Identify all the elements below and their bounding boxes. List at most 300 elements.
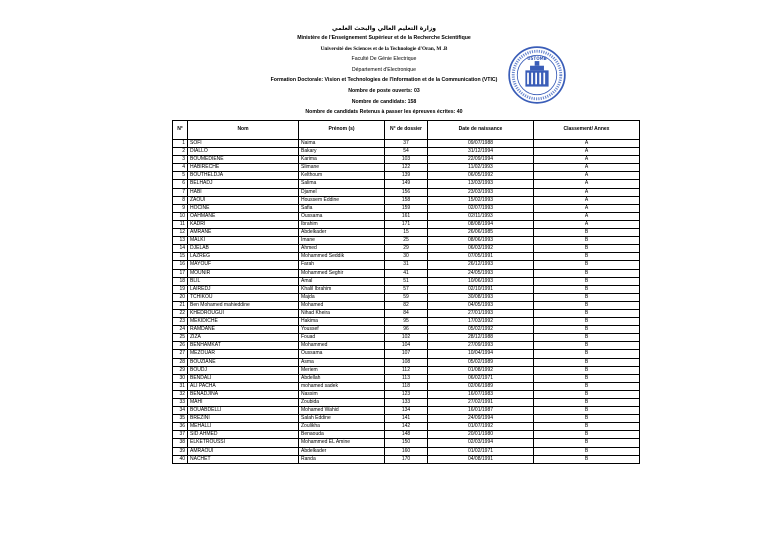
cell-birthdate: 15/02/1993	[428, 196, 534, 204]
cell-dossier: 161	[385, 212, 428, 220]
cell-nom: NACHET	[188, 455, 299, 463]
posts-line: Nombre de poste ouverts: 03	[348, 87, 420, 94]
cell-prenom: Oussama	[299, 350, 385, 358]
cell-birthdate: 10/06/1993	[428, 277, 534, 285]
cell-nom: SOFI	[188, 140, 299, 148]
cell-dossier: 133	[385, 399, 428, 407]
cell-nom: KADRI	[188, 220, 299, 228]
column-header-birthdate: Date de naissance	[428, 121, 534, 140]
cell-classement: B	[534, 447, 640, 455]
cell-number: 31	[173, 382, 188, 390]
cell-nom: MAYOUF	[188, 261, 299, 269]
table-row	[173, 326, 640, 334]
cell-birthdate: 17/03/1992	[428, 318, 534, 326]
cell-birthdate: 24/05/1993	[428, 269, 534, 277]
cell-nom: MOUNIR	[188, 269, 299, 277]
cell-dossier: 29	[385, 245, 428, 253]
cell-birthdate: 22/09/1994	[428, 156, 534, 164]
cell-prenom: Asma	[299, 358, 385, 366]
cell-birthdate: 01/02/1971	[428, 447, 534, 455]
cell-prenom: Mohammed	[299, 342, 385, 350]
column-header-dossier: N° de dossier	[385, 121, 428, 140]
cell-classement: B	[534, 261, 640, 269]
cell-classement: B	[534, 390, 640, 398]
cell-dossier: 148	[385, 431, 428, 439]
cell-dossier: 150	[385, 439, 428, 447]
table-row	[173, 188, 640, 196]
cell-number: 27	[173, 350, 188, 358]
cell-nom: DIALLO	[188, 148, 299, 156]
cell-nom: ELKETROUSSI	[188, 439, 299, 447]
cell-number: 36	[173, 423, 188, 431]
cell-classement: B	[534, 374, 640, 382]
arabic-ministry-line: وزارة التعليم العالي والبحث العلمي	[331, 25, 436, 32]
cell-dossier: 30	[385, 253, 428, 261]
cell-dossier: 156	[385, 188, 428, 196]
cell-classement: B	[534, 439, 640, 447]
cell-number: 21	[173, 301, 188, 309]
cell-classement: A	[534, 140, 640, 148]
cell-prenom: Bakary	[299, 148, 385, 156]
cell-birthdate: 23/03/1993	[428, 188, 534, 196]
cell-classement: B	[534, 277, 640, 285]
cell-nom: RAMDANE	[188, 326, 299, 334]
cell-birthdate: 01/08/1992	[428, 366, 534, 374]
cell-nom: ZIZA	[188, 334, 299, 342]
cell-birthdate: 07/05/1991	[428, 253, 534, 261]
cell-dossier: 37	[385, 140, 428, 148]
table-row	[173, 212, 640, 220]
cell-birthdate: 13/03/1993	[428, 180, 534, 188]
cell-birthdate: 02/03/1994	[428, 439, 534, 447]
cell-birthdate: 08/08/1994	[428, 220, 534, 228]
cell-nom: MEZOUAR	[188, 350, 299, 358]
table-header-row	[173, 121, 640, 140]
cell-dossier: 84	[385, 309, 428, 317]
cell-prenom: Djamel	[299, 188, 385, 196]
cell-classement: A	[534, 164, 640, 172]
cell-classement: B	[534, 301, 640, 309]
cell-dossier: 113	[385, 374, 428, 382]
cell-nom: DJELAB	[188, 245, 299, 253]
cell-prenom: Nassim	[299, 390, 385, 398]
cell-nom: OAHMANE	[188, 212, 299, 220]
cell-prenom: Mohamed	[299, 301, 385, 309]
cell-birthdate: 26/12/1993	[428, 261, 534, 269]
table-row	[173, 253, 640, 261]
cell-dossier: 139	[385, 172, 428, 180]
cell-birthdate: 31/12/1994	[428, 148, 534, 156]
cell-number: 2	[173, 148, 188, 156]
cell-classement: B	[534, 358, 640, 366]
cell-nom: SID AHMED	[188, 431, 299, 439]
cell-number: 20	[173, 293, 188, 301]
cell-nom: BOUABDELLI	[188, 407, 299, 415]
cell-birthdate: 06/03/1992	[428, 245, 534, 253]
cell-number: 29	[173, 366, 188, 374]
cell-number: 19	[173, 285, 188, 293]
cell-prenom: Mohamed Wahid	[299, 407, 385, 415]
cell-nom: ALI PACHA	[188, 382, 299, 390]
cell-birthdate: 09/07/1988	[428, 140, 534, 148]
cell-prenom: Abdelkader	[299, 447, 385, 455]
table-row	[173, 374, 640, 382]
cell-dossier: 170	[385, 455, 428, 463]
cell-nom: AMRAOUI	[188, 447, 299, 455]
table-row	[173, 407, 640, 415]
cell-classement: B	[534, 382, 640, 390]
cell-classement: B	[534, 455, 640, 463]
cell-classement: B	[534, 334, 640, 342]
cell-dossier: 51	[385, 277, 428, 285]
cell-dossier: 159	[385, 204, 428, 212]
cell-dossier: 118	[385, 382, 428, 390]
cell-dossier: 57	[385, 285, 428, 293]
cell-nom: MALKI	[188, 237, 299, 245]
cell-prenom: Amal	[299, 277, 385, 285]
university-seal-logo	[508, 46, 566, 104]
cell-dossier: 123	[385, 390, 428, 398]
cell-nom: KHEDROUGUI	[188, 309, 299, 317]
cell-dossier: 82	[385, 301, 428, 309]
cell-prenom: Fouad	[299, 334, 385, 342]
cell-classement: B	[534, 318, 640, 326]
cell-dossier: 160	[385, 447, 428, 455]
candidates-line: Nombre de candidats: 158	[351, 98, 417, 105]
cell-classement: B	[534, 293, 640, 301]
cell-classement: B	[534, 342, 640, 350]
cell-classement: B	[534, 326, 640, 334]
table-row	[173, 318, 640, 326]
cell-birthdate: 08/06/1993	[428, 237, 534, 245]
ministry-line: Ministère de l'Enseignement Supérieur et de la Recherche Scientifique	[297, 35, 471, 41]
cell-birthdate: 04/05/1993	[428, 301, 534, 309]
cell-classement: B	[534, 229, 640, 237]
column-header-number: N°	[173, 121, 188, 140]
cell-nom: AMRANE	[188, 229, 299, 237]
cell-number: 4	[173, 164, 188, 172]
formation-line: Formation Doctorale: Vision et Technologies de l'Information et de la Communication (VTIC)	[270, 77, 498, 84]
table-row	[173, 277, 640, 285]
cell-dossier: 96	[385, 326, 428, 334]
cell-nom: LAIREDJ	[188, 285, 299, 293]
cell-prenom: Ahmed	[299, 245, 385, 253]
cell-birthdate: 02/07/1993	[428, 204, 534, 212]
cell-dossier: 149	[385, 180, 428, 188]
cell-number: 33	[173, 399, 188, 407]
table-row	[173, 301, 640, 309]
cell-prenom: Safia	[299, 204, 385, 212]
table-row	[173, 390, 640, 398]
cell-birthdate: 26/06/1985	[428, 229, 534, 237]
cell-prenom: Naima	[299, 140, 385, 148]
cell-classement: A	[534, 156, 640, 164]
cell-prenom: Salima	[299, 180, 385, 188]
cell-birthdate: 02/06/1989	[428, 382, 534, 390]
cell-number: 18	[173, 277, 188, 285]
cell-birthdate: 20/01/1980	[428, 431, 534, 439]
cell-classement: B	[534, 399, 640, 407]
table-row	[173, 140, 640, 148]
cell-dossier: 104	[385, 342, 428, 350]
cell-dossier: 158	[385, 196, 428, 204]
cell-number: 40	[173, 455, 188, 463]
table-row	[173, 245, 640, 253]
cell-nom: BOUTHELDJA	[188, 172, 299, 180]
cell-dossier: 25	[385, 237, 428, 245]
cell-nom: HOCINE	[188, 204, 299, 212]
cell-classement: A	[534, 172, 640, 180]
cell-prenom: Zoubida	[299, 399, 385, 407]
table-row	[173, 455, 640, 463]
cell-birthdate: 01/07/1992	[428, 423, 534, 431]
cell-prenom: Meriem	[299, 366, 385, 374]
document-header	[0, 24, 768, 118]
cell-classement: A	[534, 220, 640, 228]
cell-nom: HABIRECHE	[188, 164, 299, 172]
seal-text: USTOMB	[527, 55, 547, 61]
cell-prenom: Imane	[299, 237, 385, 245]
table-row	[173, 261, 640, 269]
cell-number: 17	[173, 269, 188, 277]
cell-birthdate: 16/07/1983	[428, 390, 534, 398]
cell-classement: B	[534, 431, 640, 439]
table-row	[173, 399, 640, 407]
cell-number: 30	[173, 374, 188, 382]
cell-number: 35	[173, 415, 188, 423]
cell-birthdate: 27/01/1993	[428, 309, 534, 317]
cell-dossier: 95	[385, 318, 428, 326]
cell-nom: BENADJINA	[188, 390, 299, 398]
cell-prenom: Youssef	[299, 326, 385, 334]
table-row	[173, 309, 640, 317]
cell-classement: B	[534, 285, 640, 293]
cell-number: 37	[173, 431, 188, 439]
cell-prenom: Farah	[299, 261, 385, 269]
cell-number: 11	[173, 220, 188, 228]
cell-dossier: 103	[385, 156, 428, 164]
table-row	[173, 172, 640, 180]
cell-number: 23	[173, 318, 188, 326]
cell-prenom: mohamed sadek	[299, 382, 385, 390]
table-row	[173, 415, 640, 423]
table-row	[173, 196, 640, 204]
cell-number: 14	[173, 245, 188, 253]
cell-number: 38	[173, 439, 188, 447]
cell-classement: A	[534, 204, 640, 212]
cell-prenom: Abdellah	[299, 374, 385, 382]
cell-nom: TCHIKOU	[188, 293, 299, 301]
table-body	[173, 140, 640, 464]
cell-dossier: 141	[385, 415, 428, 423]
cell-number: 7	[173, 188, 188, 196]
candidates-table	[172, 120, 640, 464]
cell-birthdate: 05/02/1992	[428, 326, 534, 334]
column-header-prenom: Prénom (s)	[299, 121, 385, 140]
cell-birthdate: 04/08/1991	[428, 455, 534, 463]
cell-prenom: Kelthoum	[299, 172, 385, 180]
cell-classement: B	[534, 253, 640, 261]
cell-prenom: Slimane	[299, 164, 385, 172]
cell-dossier: 108	[385, 358, 428, 366]
cell-classement: A	[534, 212, 640, 220]
cell-nom: ZAOUI	[188, 196, 299, 204]
cell-birthdate: 28/12/1988	[428, 334, 534, 342]
cell-dossier: 31	[385, 261, 428, 269]
table-row	[173, 293, 640, 301]
table-row	[173, 237, 640, 245]
cell-nom: BOUDJ	[188, 366, 299, 374]
cell-number: 22	[173, 309, 188, 317]
cell-nom: Ben Mohamed mahieddine	[188, 301, 299, 309]
cell-number: 13	[173, 237, 188, 245]
table-row	[173, 423, 640, 431]
cell-dossier: 15	[385, 229, 428, 237]
cell-classement: B	[534, 309, 640, 317]
cell-dossier: 41	[385, 269, 428, 277]
cell-prenom: Oussama	[299, 212, 385, 220]
cell-birthdate: 02/11/1993	[428, 212, 534, 220]
table-row	[173, 156, 640, 164]
cell-number: 3	[173, 156, 188, 164]
cell-dossier: 107	[385, 350, 428, 358]
cell-number: 5	[173, 172, 188, 180]
cell-birthdate: 10/04/1994	[428, 350, 534, 358]
cell-birthdate: 27/02/1991	[428, 399, 534, 407]
cell-dossier: 134	[385, 407, 428, 415]
cell-classement: A	[534, 180, 640, 188]
cell-birthdate: 02/10/1991	[428, 285, 534, 293]
cell-birthdate: 30/08/1993	[428, 293, 534, 301]
cell-birthdate: 06/02/1971	[428, 374, 534, 382]
cell-birthdate: 24/09/1994	[428, 415, 534, 423]
cell-dossier: 102	[385, 334, 428, 342]
cell-number: 34	[173, 407, 188, 415]
table-row	[173, 447, 640, 455]
cell-prenom: Mohammed EL Amine	[299, 439, 385, 447]
column-header-nom: Nom	[188, 121, 299, 140]
cell-nom: BENDALI	[188, 374, 299, 382]
cell-prenom: Houssem Eddine	[299, 196, 385, 204]
cell-prenom: Mohammed Seddik	[299, 253, 385, 261]
table-row	[173, 358, 640, 366]
cell-number: 12	[173, 229, 188, 237]
table-row	[173, 439, 640, 447]
cell-number: 26	[173, 342, 188, 350]
cell-prenom: Zoulikha	[299, 423, 385, 431]
cell-dossier: 142	[385, 423, 428, 431]
cell-nom: MEKIDICHE	[188, 318, 299, 326]
cell-nom: BENHAMKAT	[188, 342, 299, 350]
table-row	[173, 269, 640, 277]
table-row	[173, 350, 640, 358]
cell-classement: B	[534, 415, 640, 423]
cell-birthdate: 27/09/1993	[428, 342, 534, 350]
cell-prenom: Karima	[299, 156, 385, 164]
cell-dossier: 59	[385, 293, 428, 301]
table-row	[173, 366, 640, 374]
table-row	[173, 382, 640, 390]
table-row	[173, 229, 640, 237]
cell-classement: B	[534, 423, 640, 431]
cell-prenom: Abdelkader	[299, 229, 385, 237]
cell-nom: BREZINI	[188, 415, 299, 423]
table-row	[173, 431, 640, 439]
cell-nom: BLIL	[188, 277, 299, 285]
table-row	[173, 204, 640, 212]
cell-nom: HABI	[188, 188, 299, 196]
cell-number: 10	[173, 212, 188, 220]
cell-nom: LAZREG	[188, 253, 299, 261]
cell-nom: MEHALLI	[188, 423, 299, 431]
cell-classement: A	[534, 148, 640, 156]
table-row	[173, 285, 640, 293]
cell-classement: A	[534, 196, 640, 204]
cell-prenom: Salah Eddine	[299, 415, 385, 423]
cell-classement: B	[534, 269, 640, 277]
cell-number: 32	[173, 390, 188, 398]
cell-birthdate: 06/05/1992	[428, 172, 534, 180]
column-header-classement: Classement/ Annex	[534, 121, 640, 140]
cell-number: 39	[173, 447, 188, 455]
department-line: Département d'Electronique	[351, 66, 417, 73]
cell-birthdate: 16/01/1987	[428, 407, 534, 415]
cell-prenom: Randa	[299, 455, 385, 463]
cell-number: 16	[173, 261, 188, 269]
cell-number: 15	[173, 253, 188, 261]
cell-classement: B	[534, 237, 640, 245]
cell-nom: BOUMEDIENE	[188, 156, 299, 164]
cell-prenom: Khalil Ibrahim	[299, 285, 385, 293]
cell-nom: MAHI	[188, 399, 299, 407]
table-row	[173, 220, 640, 228]
table-row	[173, 148, 640, 156]
cell-dossier: 171	[385, 220, 428, 228]
cell-number: 24	[173, 326, 188, 334]
table-row	[173, 342, 640, 350]
cell-prenom: Nihad Kheira	[299, 309, 385, 317]
university-line: Université des Sciences et de la Technologie d'Oran, M .B	[320, 45, 448, 52]
cell-birthdate: 11/02/1993	[428, 164, 534, 172]
cell-prenom: Ibrahim	[299, 220, 385, 228]
cell-number: 1	[173, 140, 188, 148]
cell-classement: B	[534, 350, 640, 358]
cell-prenom: Majda	[299, 293, 385, 301]
cell-classement: B	[534, 245, 640, 253]
table-row	[173, 164, 640, 172]
cell-number: 6	[173, 180, 188, 188]
cell-classement: A	[534, 188, 640, 196]
faculty-line: Faculté De Génie Electrique	[351, 56, 417, 63]
cell-number: 9	[173, 204, 188, 212]
cell-dossier: 112	[385, 366, 428, 374]
cell-number: 25	[173, 334, 188, 342]
cell-classement: B	[534, 366, 640, 374]
cell-nom: BOUZIANE	[188, 358, 299, 366]
cell-dossier: 122	[385, 164, 428, 172]
retained-line: Nombre de candidats Retenus à passer les épreuves écrites: 40	[305, 109, 463, 116]
table-row	[173, 334, 640, 342]
cell-birthdate: 05/02/1989	[428, 358, 534, 366]
cell-classement: B	[534, 407, 640, 415]
cell-prenom: Hakima	[299, 318, 385, 326]
cell-prenom: Mohammed Seghir	[299, 269, 385, 277]
cell-dossier: 54	[385, 148, 428, 156]
cell-number: 28	[173, 358, 188, 366]
cell-number: 8	[173, 196, 188, 204]
cell-prenom: Benaouda	[299, 431, 385, 439]
table-row	[173, 180, 640, 188]
